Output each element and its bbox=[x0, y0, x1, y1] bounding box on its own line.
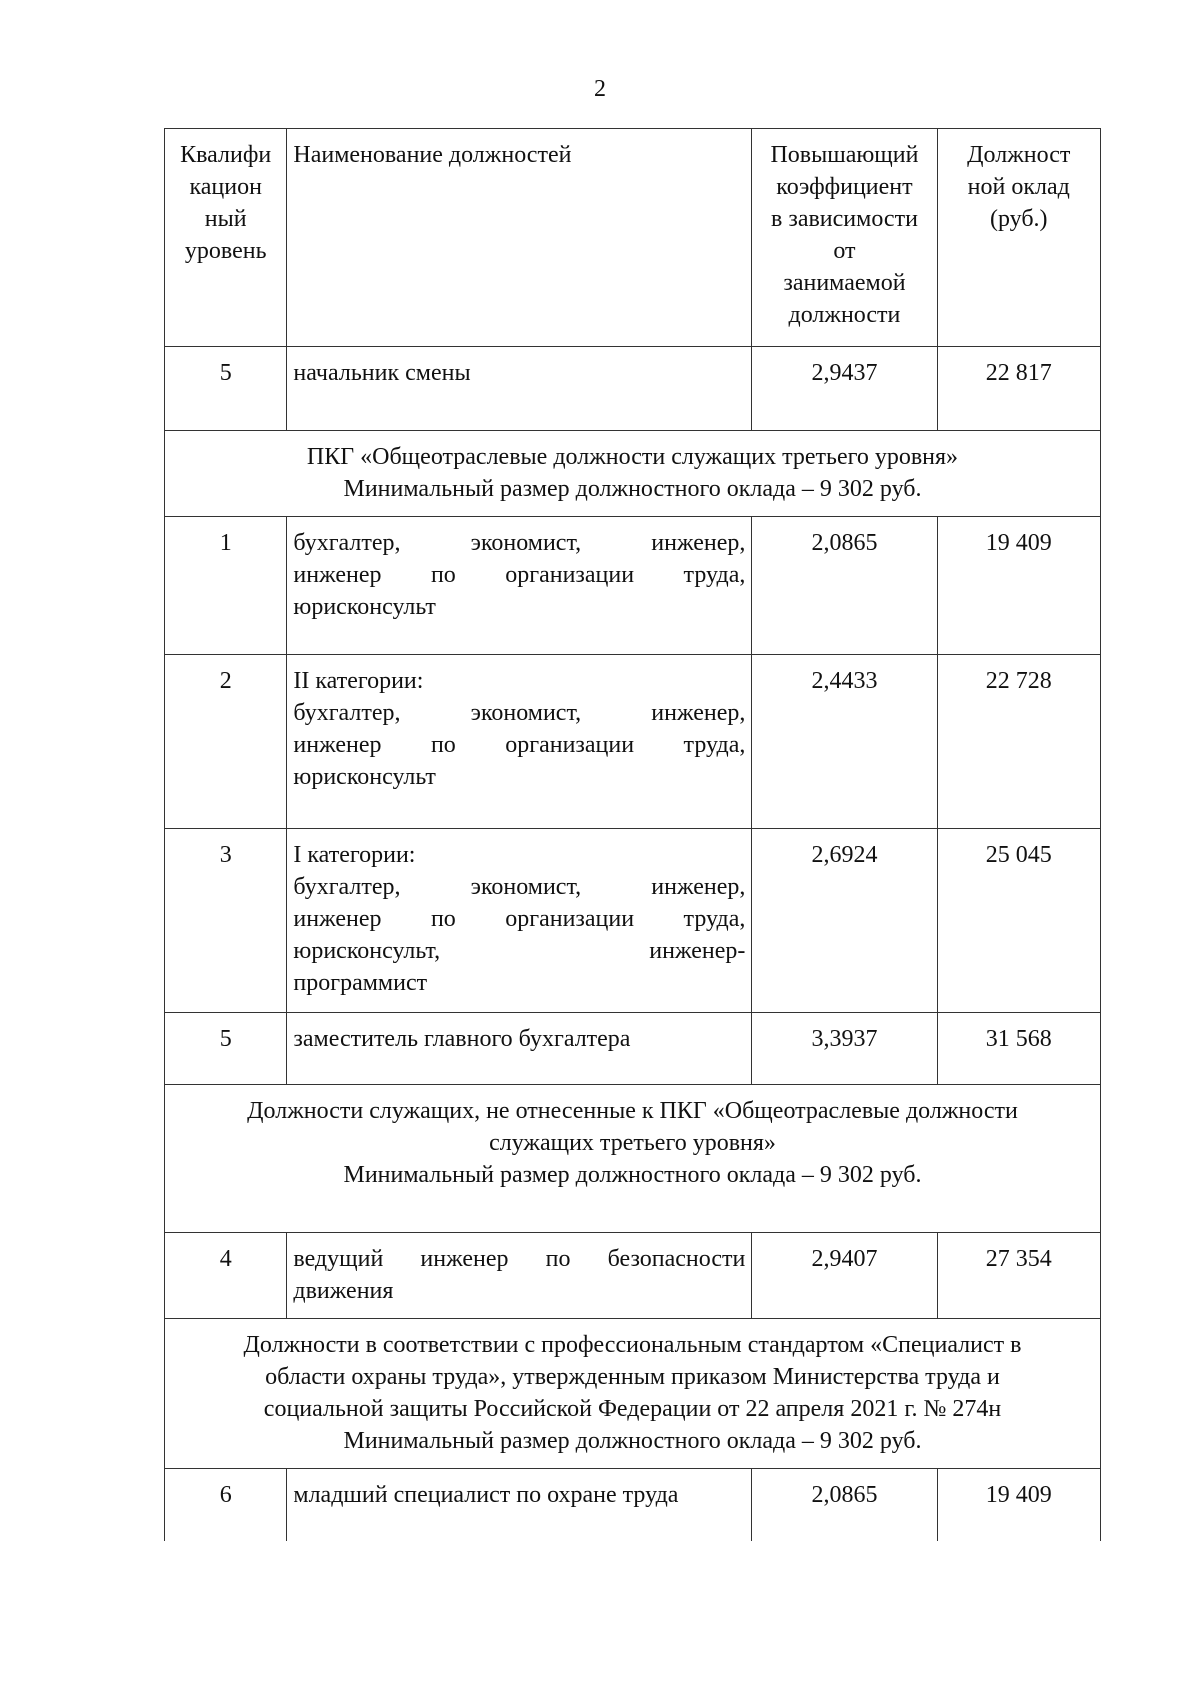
table-row: 4 ведущий инженер по безопасности движения 2,9407 27 354 bbox=[165, 1233, 1101, 1319]
header-level: Квалифи кацион ный уровень bbox=[165, 129, 287, 347]
table-row: 1 бухгалтер, экономист, инженер, инженер по организации труда, юрисконсульт 2,0865 19 409 bbox=[165, 517, 1101, 655]
group-header-row: Должности служащих, не отнесенные к ПКГ «Общеотраслевые должности служащих третьего уровня» Минимальный размер должностного оклада – 9 302 руб. bbox=[165, 1085, 1101, 1233]
table-row: 3 I категории: бухгалтер, экономист, инженер, инженер по организации труда, юрисконсульт, инженер- программист 2,6924 25 045 bbox=[165, 829, 1101, 1013]
salary-table bbox=[164, 128, 1101, 1541]
table-row: 5 заместитель главного бухгалтера 3,3937 31 568 bbox=[165, 1013, 1101, 1085]
group-header-row: ПКГ «Общеотраслевые должности служащих третьего уровня» Минимальный размер должностного оклада – 9 302 руб. bbox=[165, 431, 1101, 517]
group-header-row: Должности в соответствии с профессиональным стандартом «Специалист в области охраны труда», утвержденным приказом Министерства труда и социальной защиты Российской Федерации от 22 апреля 2021 г. № 274н Минимальный размер должностного оклада – 9 302 руб. bbox=[165, 1319, 1101, 1469]
table-row: 5 начальник смены 2,9437 22 817 bbox=[165, 347, 1101, 431]
header-salary: Должност ной оклад (руб.) bbox=[937, 129, 1100, 347]
table-header-row bbox=[165, 129, 1101, 347]
header-coef: Повышающий коэффициент в зависимости от занимаемой должности bbox=[752, 129, 937, 347]
table-row: 6 младший специалист по охране труда 2,0865 19 409 bbox=[165, 1469, 1101, 1541]
header-name: Наименование должностей bbox=[287, 129, 752, 347]
table-row: 2 II категории: бухгалтер, экономист, инженер, инженер по организации труда, юрисконсульт 2,4433 22 728 bbox=[165, 655, 1101, 829]
page-number: 2 bbox=[594, 76, 606, 102]
